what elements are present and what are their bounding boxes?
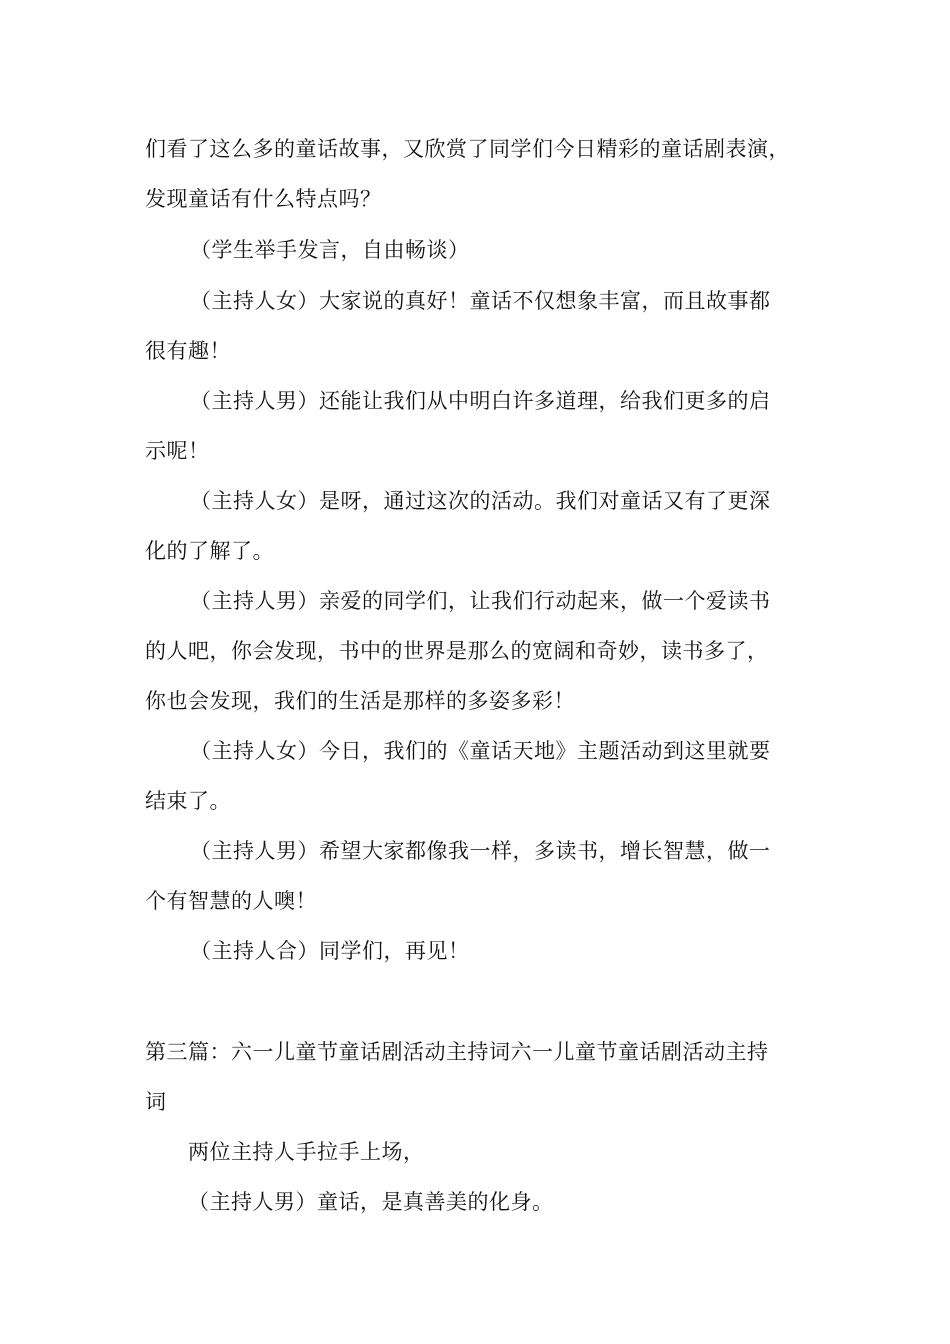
paragraph-line: 示呢！ bbox=[145, 439, 210, 463]
paragraph-line: 们看了这么多的童话故事，又欣赏了同学们今日精彩的童话剧表演， bbox=[145, 137, 790, 161]
paragraph-line: 结束了。 bbox=[145, 789, 231, 813]
paragraph-line: 你也会发现，我们的生活是那样的多姿多彩！ bbox=[145, 689, 575, 713]
paragraph-line: 个有智慧的人噢！ bbox=[145, 889, 317, 913]
paragraph-line: （学生举手发言，自由畅谈） bbox=[190, 238, 470, 262]
paragraph-line: 化的了解了。 bbox=[145, 539, 274, 563]
paragraph-line: 的人吧，你会发现，书中的世界是那么的宽阔和奇妙，读书多了， bbox=[145, 639, 769, 663]
paragraph-line: （主持人男）希望大家都像我一样，多读书，增长智慧，做一 bbox=[190, 839, 771, 863]
section-heading: 词 bbox=[145, 1090, 167, 1114]
paragraph-line: （主持人合）同学们，再见！ bbox=[190, 939, 470, 963]
paragraph-line: 很有趣！ bbox=[145, 339, 231, 363]
paragraph-line: 发现童话有什么特点吗？ bbox=[145, 187, 382, 211]
section-heading: 第三篇：六一儿童节童话剧活动主持词六一儿童节童话剧活动主持 bbox=[145, 1040, 769, 1064]
section-line: （主持人男）童话，是真善美的化身。 bbox=[188, 1190, 554, 1214]
paragraph-line: （主持人男）还能让我们从中明白许多道理，给我们更多的启 bbox=[190, 389, 771, 413]
paragraph-line: （主持人男）亲爱的同学们，让我们行动起来，做一个爱读书 bbox=[190, 589, 771, 613]
paragraph-line: （主持人女）是呀，通过这次的活动。我们对童话又有了更深 bbox=[190, 489, 771, 513]
paragraph-line: （主持人女）大家说的真好！童话不仅想象丰富，而且故事都 bbox=[190, 289, 771, 313]
paragraph-line: （主持人女）今日，我们的《童话天地》主题活动到这里就要 bbox=[190, 739, 771, 763]
section-line: 两位主持人手拉手上场， bbox=[188, 1140, 425, 1164]
